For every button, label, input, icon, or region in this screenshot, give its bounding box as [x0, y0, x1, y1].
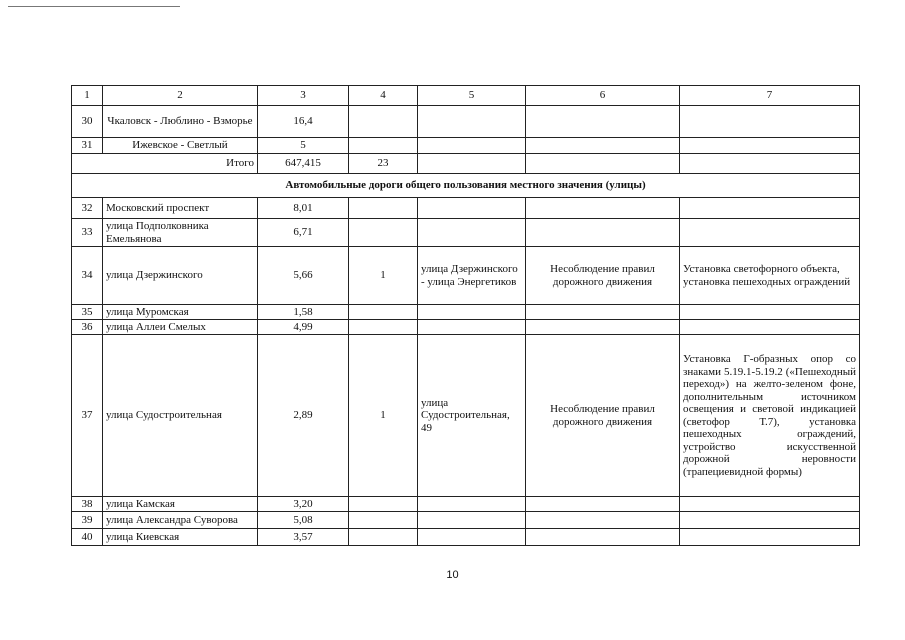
row-number: 32 — [72, 198, 103, 219]
table-row — [72, 305, 860, 320]
accident-location — [418, 106, 526, 138]
accident-cause — [526, 305, 680, 320]
road-length: 8,01 — [258, 198, 349, 219]
row-number: 31 — [72, 138, 103, 154]
accident-count: 1 — [349, 335, 418, 497]
table-row — [72, 247, 860, 305]
measures — [680, 497, 860, 512]
empty-cell — [418, 154, 526, 174]
table-row — [72, 219, 860, 247]
total-row — [72, 154, 860, 174]
table-row — [72, 497, 860, 512]
accident-location — [418, 512, 526, 529]
measures: Установка светофорного объекта, установка пешеходных ограждений — [680, 247, 860, 305]
accident-cause — [526, 497, 680, 512]
accident-count — [349, 106, 418, 138]
accident-cause: Несоблюдение правил дорожного движения — [526, 335, 680, 497]
header-cell: 5 — [418, 86, 526, 106]
roads-table — [71, 85, 860, 546]
accident-count — [349, 138, 418, 154]
road-length: 5,66 — [258, 247, 349, 305]
header-cell: 6 — [526, 86, 680, 106]
accident-cause — [526, 106, 680, 138]
road-name: улица Аллеи Смелых — [103, 320, 258, 335]
page-number: 10 — [446, 569, 459, 581]
road-name: улица Александра Суворова — [103, 512, 258, 529]
table-row — [72, 512, 860, 529]
row-number: 37 — [72, 335, 103, 497]
row-number: 36 — [72, 320, 103, 335]
measures — [680, 529, 860, 546]
table-row — [72, 320, 860, 335]
accident-count — [349, 529, 418, 546]
accident-count — [349, 512, 418, 529]
accident-location — [418, 497, 526, 512]
empty-cell — [680, 154, 860, 174]
accident-count: 1 — [349, 247, 418, 305]
accident-cause — [526, 198, 680, 219]
header-cell: 4 — [349, 86, 418, 106]
road-length: 6,71 — [258, 219, 349, 247]
accident-count — [349, 497, 418, 512]
road-name: улица Муромская — [103, 305, 258, 320]
accident-count — [349, 320, 418, 335]
header-cell: 2 — [103, 86, 258, 106]
total-accidents: 23 — [349, 154, 418, 174]
road-length: 4,99 — [258, 320, 349, 335]
road-name: улица Киевская — [103, 529, 258, 546]
accident-count — [349, 198, 418, 219]
accident-location — [418, 138, 526, 154]
measures: Установка Г-образных опор со знаками 5.19.1-5.19.2 («Пешеходный переход») на желто-зеленом фоне, дополнительным источником освещения и световой индикацией (светофор Т.7), установка пешеходных ограждений, устройство искусственной дорожной неровности (трапециевидной формы) — [680, 335, 860, 497]
accident-location — [418, 305, 526, 320]
measures — [680, 138, 860, 154]
accident-location — [418, 529, 526, 546]
header-cell: 1 — [72, 86, 103, 106]
measures — [680, 305, 860, 320]
accident-cause: Несоблюдение правил дорожного движения — [526, 247, 680, 305]
row-number: 30 — [72, 106, 103, 138]
road-length: 3,20 — [258, 497, 349, 512]
row-number: 35 — [72, 305, 103, 320]
measures — [680, 106, 860, 138]
row-number: 39 — [72, 512, 103, 529]
total-label: Итого — [72, 154, 258, 174]
road-name: улица Судостроительная — [103, 335, 258, 497]
table-row — [72, 138, 860, 154]
section-title: Автомобильные дороги общего пользования местного значения (улицы) — [72, 174, 860, 198]
accident-cause — [526, 529, 680, 546]
road-name: улица Камская — [103, 497, 258, 512]
road-length: 5 — [258, 138, 349, 154]
table-row — [72, 335, 860, 497]
accident-location — [418, 219, 526, 247]
row-number: 33 — [72, 219, 103, 247]
road-name: Чкаловск - Люблино - Взморье — [103, 106, 258, 138]
accident-cause — [526, 512, 680, 529]
row-number: 38 — [72, 497, 103, 512]
top-rule — [8, 6, 180, 7]
accident-cause — [526, 320, 680, 335]
accident-location — [418, 198, 526, 219]
row-number: 40 — [72, 529, 103, 546]
header-row — [72, 86, 860, 106]
section-row — [72, 174, 860, 198]
accident-location — [418, 320, 526, 335]
accident-cause — [526, 219, 680, 247]
accident-location: улица Дзержинского - улица Энергетиков — [418, 247, 526, 305]
road-name: Ижевское - Светлый — [103, 138, 258, 154]
table-row — [72, 198, 860, 219]
measures — [680, 512, 860, 529]
total-length: 647,415 — [258, 154, 349, 174]
accident-location: улица Судостроительная, 49 — [418, 335, 526, 497]
measures — [680, 198, 860, 219]
road-name: Московский проспект — [103, 198, 258, 219]
header-cell: 3 — [258, 86, 349, 106]
accident-count — [349, 305, 418, 320]
road-length: 1,58 — [258, 305, 349, 320]
measures — [680, 320, 860, 335]
road-length: 5,08 — [258, 512, 349, 529]
accident-count — [349, 219, 418, 247]
header-cell: 7 — [680, 86, 860, 106]
road-name: улица Подполковника Емельянова — [103, 219, 258, 247]
empty-cell — [526, 154, 680, 174]
table-row — [72, 529, 860, 546]
road-name: улица Дзержинского — [103, 247, 258, 305]
road-length: 16,4 — [258, 106, 349, 138]
road-length: 3,57 — [258, 529, 349, 546]
row-number: 34 — [72, 247, 103, 305]
table-row — [72, 106, 860, 138]
accident-cause — [526, 138, 680, 154]
measures — [680, 219, 860, 247]
road-length: 2,89 — [258, 335, 349, 497]
